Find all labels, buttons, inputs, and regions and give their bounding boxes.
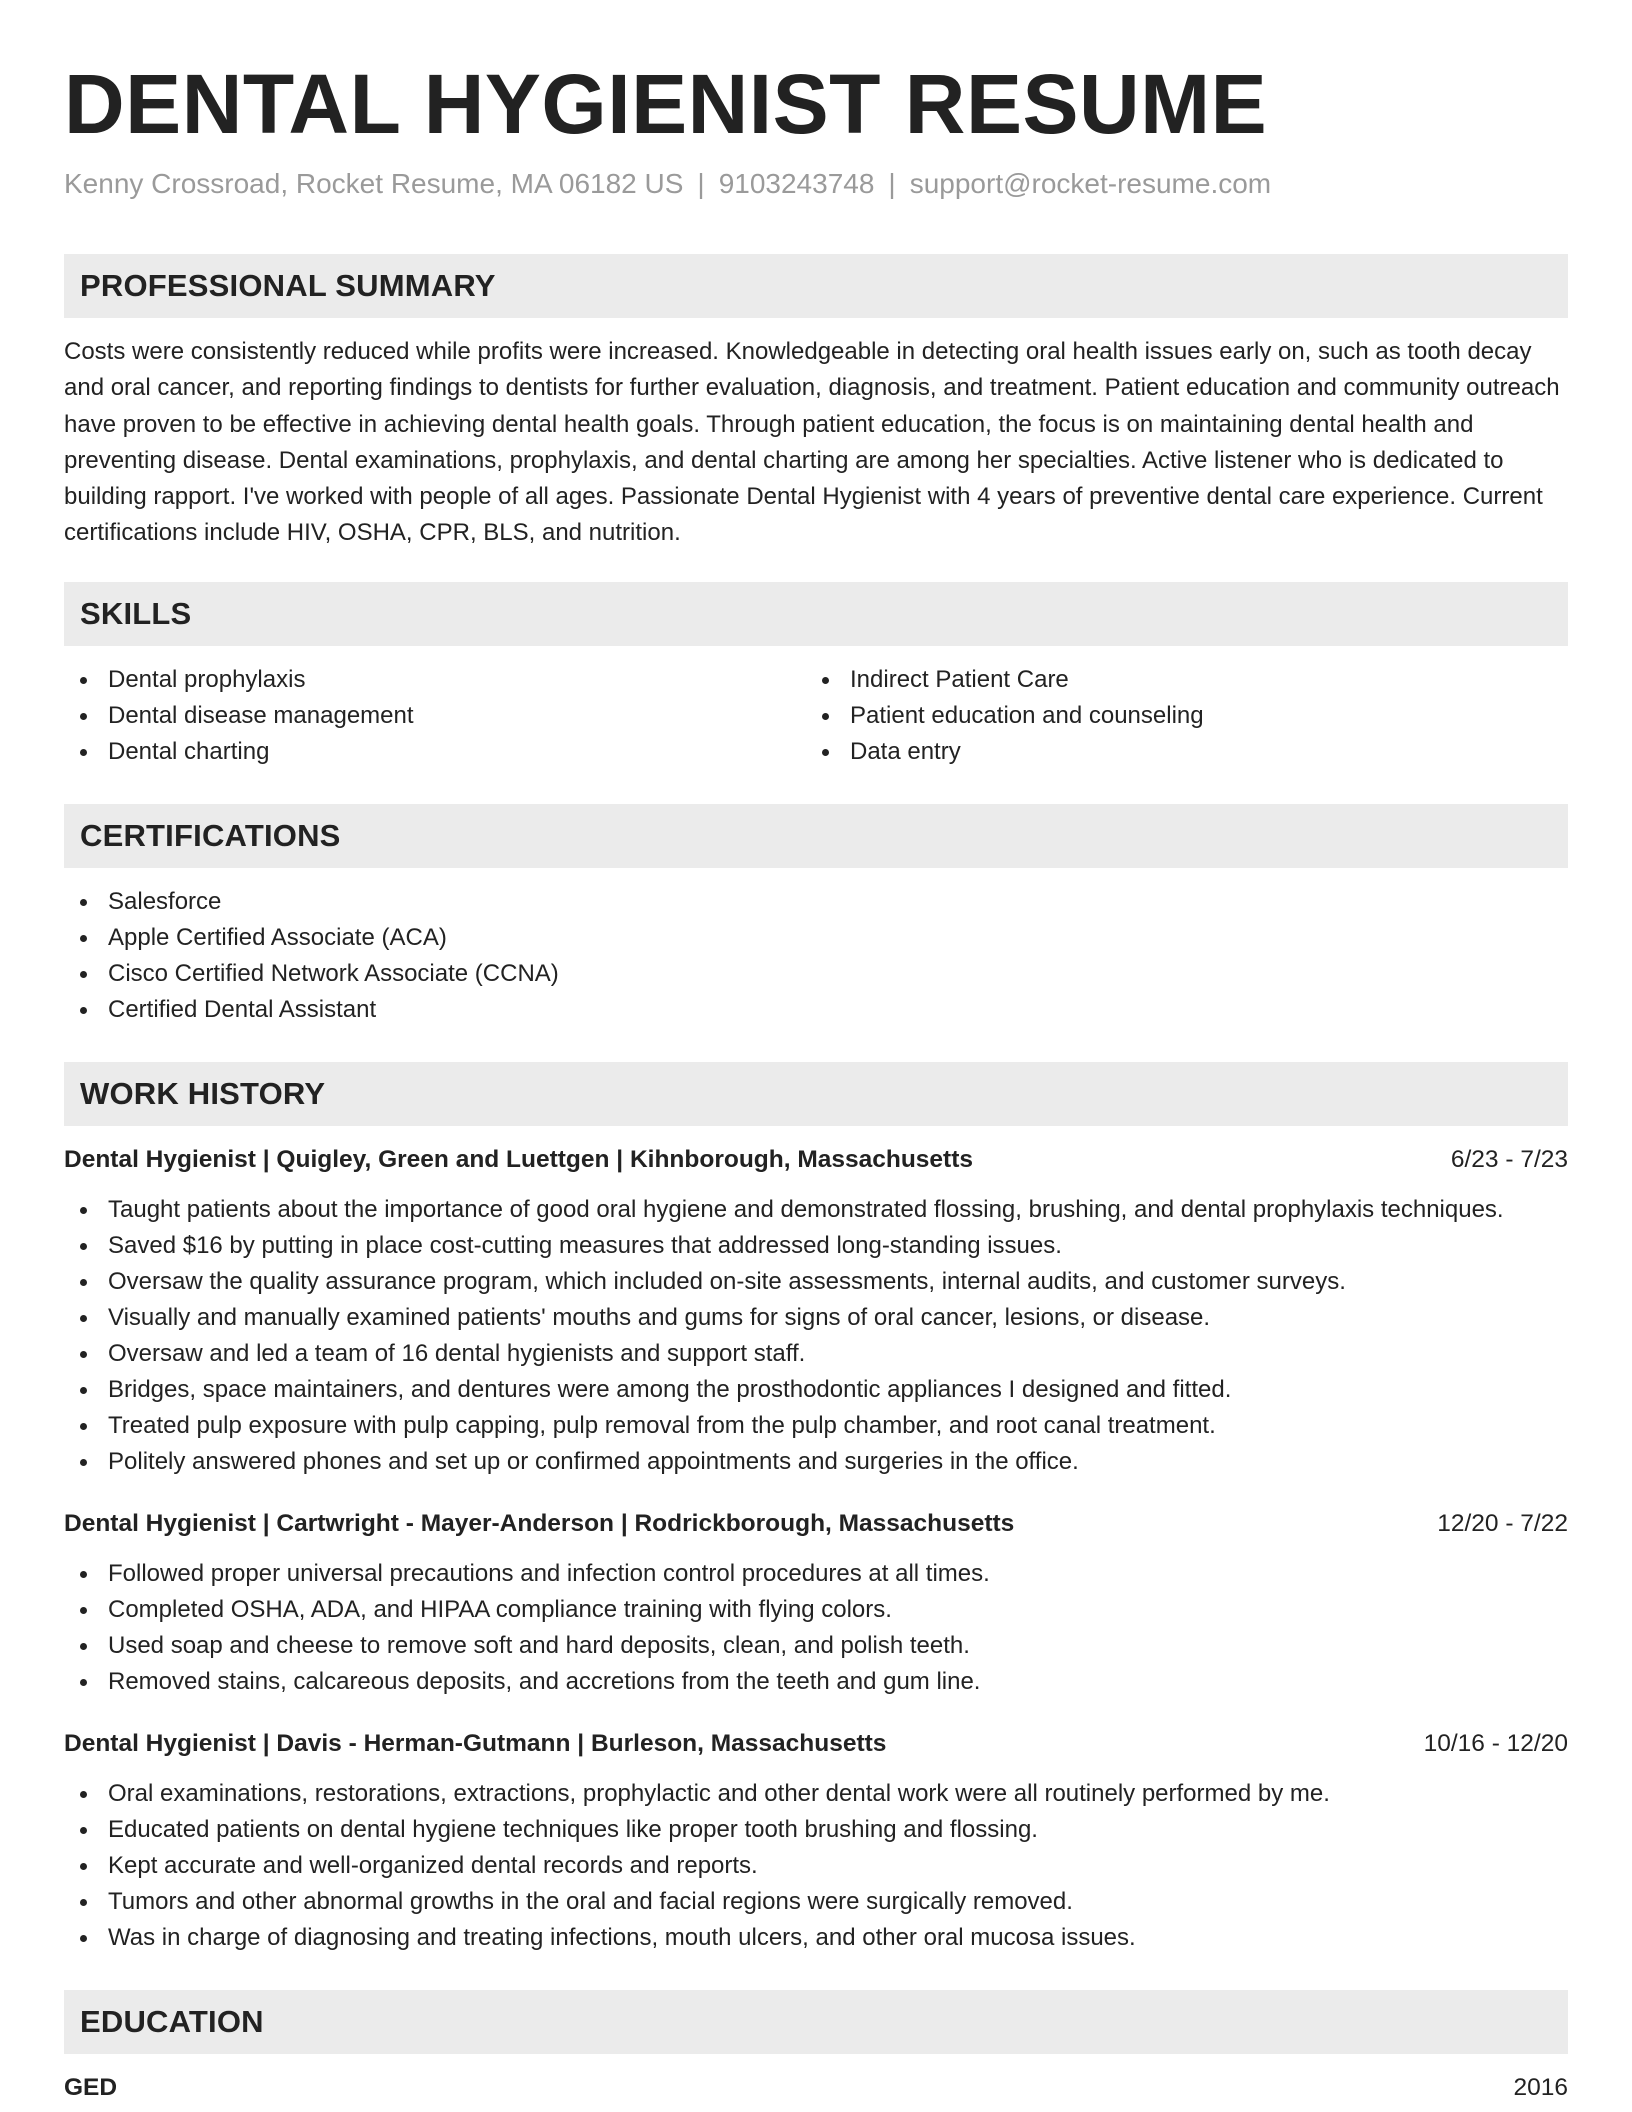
job-title: Dental Hygienist | Davis - Herman-Gutmann | Burleson, Massachusetts — [64, 1729, 887, 1757]
skills-heading: SKILLS — [64, 582, 1568, 646]
certifications-heading: CERTIFICATIONS — [64, 804, 1568, 868]
job-title: Dental Hygienist | Cartwright - Mayer-Anderson | Rodrickborough, Massachusetts — [64, 1509, 1015, 1537]
job-bullet: Followed proper universal precautions and infection control procedures at all times. — [64, 1556, 1568, 1592]
job-bullet: Taught patients about the importance of good oral hygiene and demonstrated flossing, brushing, and dental prophylaxis techniques. — [64, 1192, 1568, 1228]
skill-item: Data entry — [806, 734, 1548, 770]
skill-item: Indirect Patient Care — [806, 662, 1548, 698]
contact-line — [64, 166, 1568, 202]
education-heading: EDUCATION — [64, 1990, 1568, 2054]
job-bullet: Completed OSHA, ADA, and HIPAA compliance training with flying colors. — [64, 1592, 1568, 1628]
job-bullets — [64, 1556, 1568, 1700]
contact-email: support@rocket-resume.com — [909, 168, 1272, 199]
skill-item: Dental charting — [64, 734, 806, 770]
education-year: 2016 — [1513, 2073, 1568, 2101]
job-bullet: Saved $16 by putting in place cost-cutting measures that addressed long-standing issues. — [64, 1228, 1568, 1264]
job-bullet: Treated pulp exposure with pulp capping, pulp removal from the pulp chamber, and root canal treatment. — [64, 1408, 1568, 1444]
job-dates: 6/23 - 7/23 — [1450, 1145, 1568, 1173]
certification-item: Certified Dental Assistant — [64, 992, 1568, 1028]
job-header — [64, 1142, 1568, 1178]
job-bullets — [64, 1776, 1568, 1956]
skills-left-list — [64, 662, 806, 770]
job-header — [64, 1506, 1568, 1542]
job-entry — [64, 1142, 1568, 1480]
job-bullet: Used soap and cheese to remove soft and hard deposits, clean, and polish teeth. — [64, 1628, 1568, 1664]
summary-heading: PROFESSIONAL SUMMARY — [64, 254, 1568, 318]
job-bullet: Oversaw the quality assurance program, which included on-site assessments, internal audits, and customer surveys. — [64, 1264, 1568, 1300]
job-bullet: Oral examinations, restorations, extractions, prophylactic and other dental work were all routinely performed by me. — [64, 1776, 1568, 1812]
skills-grid — [64, 662, 1568, 770]
job-title: Dental Hygienist | Quigley, Green and Luettgen | Kihnborough, Massachusetts — [64, 1145, 973, 1173]
certification-item: Salesforce — [64, 884, 1568, 920]
summary-text: Costs were consistently reduced while profits were increased. Knowledgeable in detecting oral health issues early on, such as tooth decay and oral cancer, and reporting findings to dentists for further evaluation, diagnosis, and treatment. Patient education and community outreach have proven to be effective in achieving dental health goals. Through patient education, the focus is on maintaining dental health and preventing disease. Dental examinations, prophylaxis, and dental charting are among her specialties. Active listener who is dedicated to building rapport. I've worked with people of all ages. Passionate Dental Hygienist with 4 years of preventive dental care experience. Current certifications include HIV, OSHA, CPR, BLS, and nutrition. — [64, 338, 1560, 547]
contact-separator: | — [697, 168, 705, 199]
contact-phone: 9103243748 — [718, 168, 875, 199]
contact-address: Kenny Crossroad, Rocket Resume, MA 06182 US — [64, 168, 684, 199]
job-dates: 12/20 - 7/22 — [1437, 1509, 1568, 1537]
resume-title: DENTAL HYGIENIST RESUME — [64, 57, 1268, 151]
job-bullet: Was in charge of diagnosing and treating infections, mouth ulcers, and other oral mucosa issues. — [64, 1920, 1568, 1956]
education-degree: GED — [64, 2073, 118, 2101]
job-bullets — [64, 1192, 1568, 1480]
job-header — [64, 1726, 1568, 1762]
skill-item: Patient education and counseling — [806, 698, 1548, 734]
job-entry — [64, 1506, 1568, 1700]
job-bullet: Oversaw and led a team of 16 dental hygienists and support staff. — [64, 1336, 1568, 1372]
certification-item: Apple Certified Associate (ACA) — [64, 920, 1568, 956]
contact-separator: | — [888, 168, 896, 199]
certifications-list — [64, 884, 1568, 1028]
skill-item: Dental disease management — [64, 698, 806, 734]
job-bullet: Visually and manually examined patients' mouths and gums for signs of oral cancer, lesions, or disease. — [64, 1300, 1568, 1336]
job-entry — [64, 1726, 1568, 1956]
job-bullet: Educated patients on dental hygiene techniques like proper tooth brushing and flossing. — [64, 1812, 1568, 1848]
job-bullet: Bridges, space maintainers, and dentures were among the prosthodontic appliances I designed and fitted. — [64, 1372, 1568, 1408]
skill-item: Dental prophylaxis — [64, 662, 806, 698]
certification-item: Cisco Certified Network Associate (CCNA) — [64, 956, 1568, 992]
education-entry — [64, 2070, 1568, 2106]
job-bullet: Removed stains, calcareous deposits, and accretions from the teeth and gum line. — [64, 1664, 1568, 1700]
skills-right-list — [806, 662, 1548, 770]
job-bullet: Politely answered phones and set up or confirmed appointments and surgeries in the office. — [64, 1444, 1568, 1480]
work-history-heading: WORK HISTORY — [64, 1062, 1568, 1126]
job-bullet: Kept accurate and well-organized dental records and reports. — [64, 1848, 1568, 1884]
job-dates: 10/16 - 12/20 — [1423, 1729, 1568, 1757]
job-bullet: Tumors and other abnormal growths in the oral and facial regions were surgically removed. — [64, 1884, 1568, 1920]
work-history — [64, 1142, 1568, 1956]
